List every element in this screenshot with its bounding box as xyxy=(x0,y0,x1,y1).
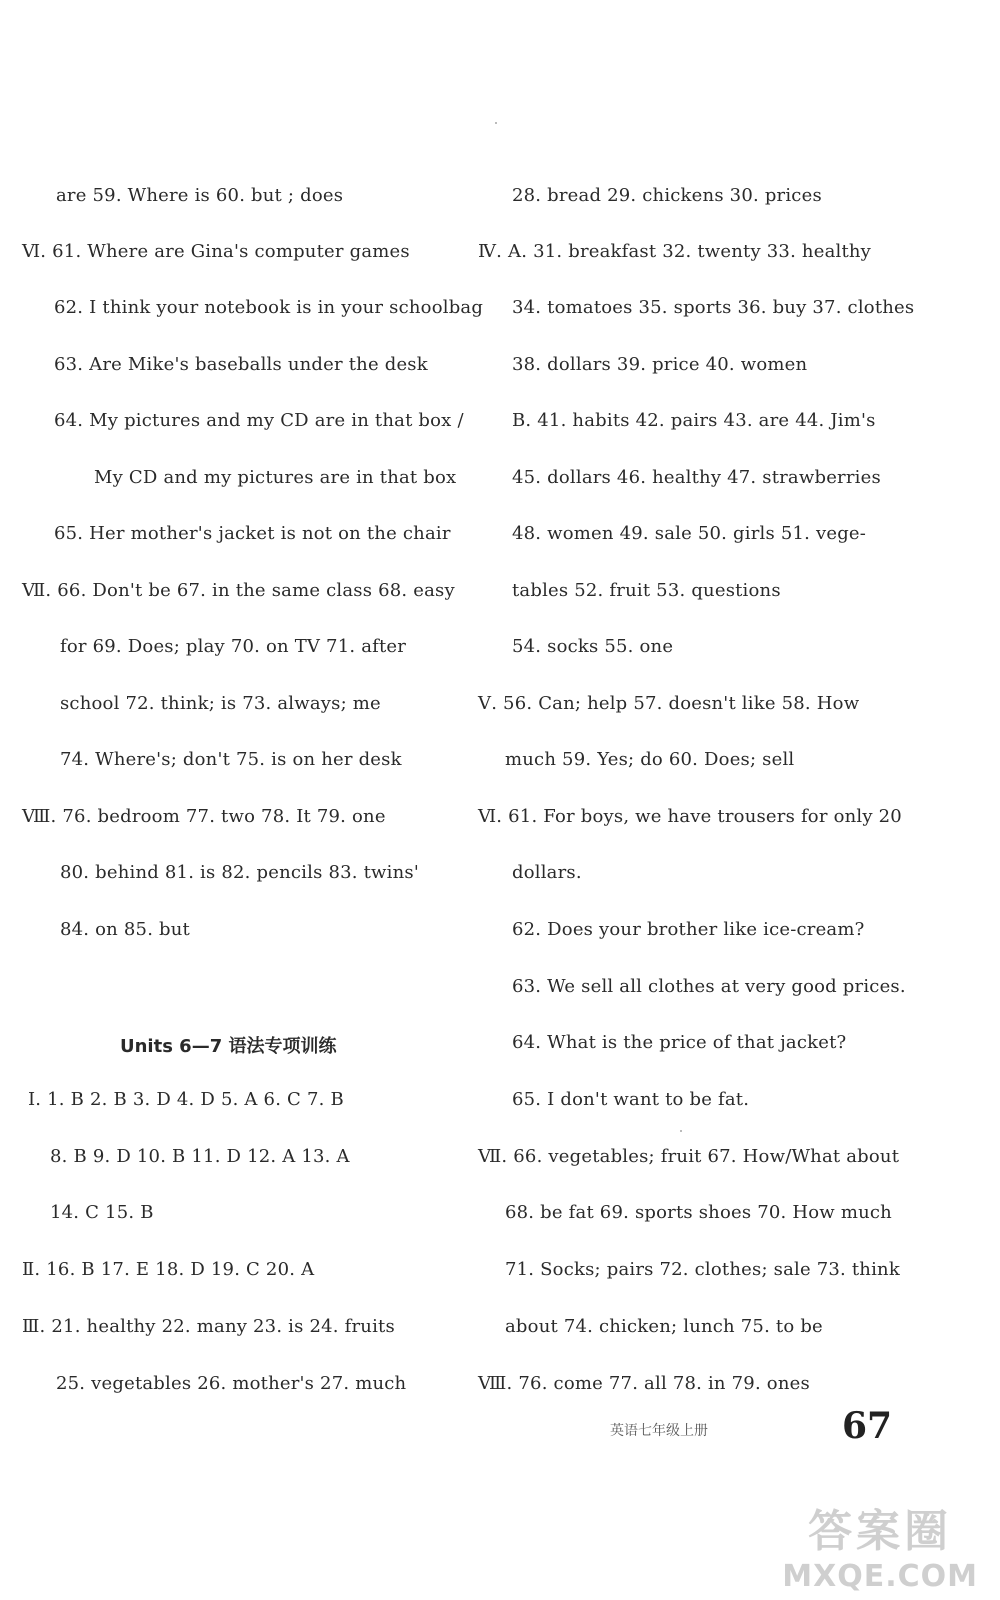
answer-line: 8. B 9. D 10. B 11. D 12. A 13. A xyxy=(50,1146,350,1167)
answer-line: My CD and my pictures are in that box xyxy=(94,467,457,488)
answer-line: 63. Are Mike's baseballs under the desk xyxy=(54,354,428,375)
answer-line: 64. My pictures and my CD are in that box / xyxy=(54,410,464,431)
site-watermark xyxy=(782,1495,978,1594)
answer-line: 62. I think your notebook is in your schoolbag xyxy=(54,297,484,318)
answer-line: 65. I don't want to be fat. xyxy=(512,1089,750,1110)
answer-line: Ⅷ. 76. come 77. all 78. in 79. ones xyxy=(478,1373,810,1394)
answer-line: 45. dollars 46. healthy 47. strawberries xyxy=(512,467,881,488)
answer-line: 54. socks 55. one xyxy=(512,636,674,657)
answer-line: 14. C 15. B xyxy=(50,1202,154,1223)
answer-line: about 74. chicken; lunch 75. to be xyxy=(505,1316,823,1337)
answer-line: Ⅳ. A. 31. breakfast 32. twenty 33. healthy xyxy=(478,241,872,262)
scan-speck xyxy=(495,122,497,124)
answer-line: 80. behind 81. is 82. pencils 83. twins' xyxy=(60,862,419,883)
answer-line: are 59. Where is 60. but ; does xyxy=(56,185,344,206)
answer-line: 38. dollars 39. price 40. women xyxy=(512,354,808,375)
answer-line: Ⅵ. 61. Where are Gina's computer games xyxy=(22,241,410,262)
answer-line: school 72. think; is 73. always; me xyxy=(60,693,381,714)
answer-line: dollars. xyxy=(512,862,582,883)
answer-line: Ⅴ. 56. Can; help 57. doesn't like 58. How xyxy=(478,693,860,714)
answer-line: Ⅶ. 66. Don't be 67. in the same class 68. easy xyxy=(22,580,455,601)
answer-line: 25. vegetables 26. mother's 27. much xyxy=(56,1373,407,1394)
answer-line: 68. be fat 69. sports shoes 70. How much xyxy=(505,1202,892,1223)
answer-line: 28. bread 29. chickens 30. prices xyxy=(512,185,822,206)
scan-speck xyxy=(680,1130,682,1132)
watermark-site: MXQE.COM xyxy=(782,1559,978,1594)
answer-line: 34. tomatoes 35. sports 36. buy 37. clothes xyxy=(512,297,915,318)
book-label: 英语七年级上册 xyxy=(610,1423,708,1439)
answer-line: Ⅶ. 66. vegetables; fruit 67. How/What about xyxy=(478,1146,900,1167)
answer-line: 71. Socks; pairs 72. clothes; sale 73. think xyxy=(505,1259,900,1280)
answer-line: 64. What is the price of that jacket? xyxy=(512,1032,847,1053)
answer-line: Ⅵ. 61. For boys, we have trousers for only 20 xyxy=(478,806,902,827)
answer-line: Ⅰ. 1. B 2. B 3. D 4. D 5. A 6. C 7. B xyxy=(28,1089,344,1110)
answer-line: for 69. Does; play 70. on TV 71. after xyxy=(60,636,407,657)
answer-line: B. 41. habits 42. pairs 43. are 44. Jim's xyxy=(512,410,876,431)
answer-line: 62. Does your brother like ice-cream? xyxy=(512,919,865,940)
answer-line: 84. on 85. but xyxy=(60,919,190,940)
answer-line: 48. women 49. sale 50. girls 51. vege- xyxy=(512,523,867,544)
page-number: 67 xyxy=(842,1405,893,1447)
answer-line: 65. Her mother's jacket is not on the chair xyxy=(54,523,451,544)
answer-line: tables 52. fruit 53. questions xyxy=(512,580,781,601)
answer-line: Ⅲ. 21. healthy 22. many 23. is 24. fruits xyxy=(22,1316,395,1337)
answer-line: Ⅱ. 16. B 17. E 18. D 19. C 20. A xyxy=(22,1259,315,1280)
answer-line: much 59. Yes; do 60. Does; sell xyxy=(505,749,795,770)
watermark-logo: 答案圈 xyxy=(808,1506,953,1557)
section-heading: Units 6—7 语法专项训练 xyxy=(120,1036,337,1057)
answer-line: 74. Where's; don't 75. is on her desk xyxy=(60,749,402,770)
answer-line: Ⅷ. 76. bedroom 77. two 78. It 79. one xyxy=(22,806,386,827)
answer-line: 63. We sell all clothes at very good prices. xyxy=(512,976,906,997)
